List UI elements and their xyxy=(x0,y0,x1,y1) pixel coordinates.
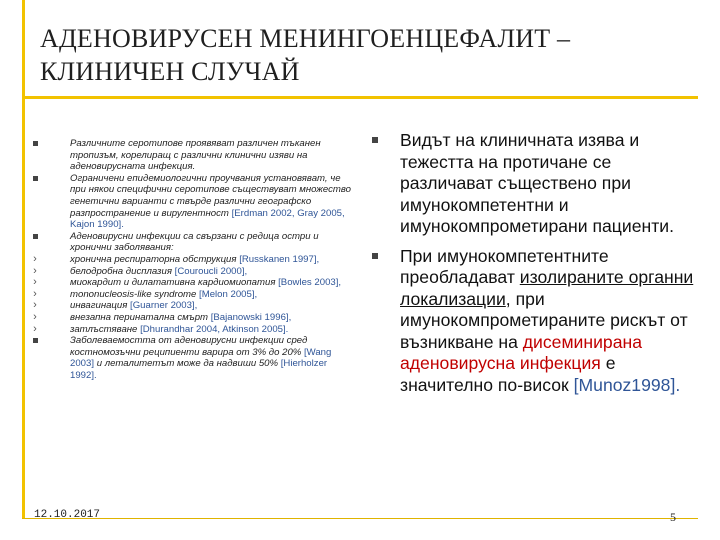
citation: [Erdman 2002, Gray 2005, Kajon 1990]. xyxy=(70,207,345,231)
list-item xyxy=(30,266,356,278)
page-number: 5 xyxy=(670,510,676,524)
list-item-text: инвагинация xyxy=(70,300,128,312)
citation: [Russkanen 1997], xyxy=(239,253,320,265)
slide-title-line2: КЛИНИЧЕН СЛУЧАЙ xyxy=(40,57,300,86)
list-item xyxy=(30,335,356,381)
slide-title xyxy=(40,22,700,88)
square-bullet-icon xyxy=(30,138,40,151)
square-bullet-icon xyxy=(372,253,378,259)
list-item-text-continued: и леталитетът може да надвиши 50% xyxy=(96,358,279,370)
square-bullet-icon xyxy=(372,137,378,143)
list-item xyxy=(30,289,356,301)
list-item xyxy=(30,254,356,266)
highlighted-phrase: дисеминирана аденовирусна инфекция xyxy=(400,331,642,373)
list-item-text: Заболеваемостта от аденовирусни инфекции сред костномозъчни реципиенти варира от 3% до 20% xyxy=(70,335,308,358)
citation: [Dhurandhar 2004, Atkinson 2005]. xyxy=(140,323,289,335)
list-item-text: затлъстяване xyxy=(70,323,138,335)
list-item-text: mononucleosis-like syndrome xyxy=(70,288,197,300)
list-item-text: Видът на клиничната изява и тежестта на протичане се различават съществено при имунокомпетентни и имунокомпрометирани пациенти. xyxy=(400,130,674,236)
list-item xyxy=(30,231,356,254)
list-item-text: При имунокомпетентните преобладават xyxy=(400,245,609,287)
square-bullet-icon xyxy=(30,335,40,348)
list-item-text: внезапна перинатална смърт xyxy=(70,311,209,323)
list-item-text: Различните серотипове проявяват различен тъканен тропизъм, корелиращ с различни клинични изяви на аденовирусната инфекция. xyxy=(70,138,321,173)
citation: [Bowles 2003], xyxy=(278,277,342,289)
list-item xyxy=(372,246,694,397)
square-bullet-icon xyxy=(30,173,40,186)
bottom-divider xyxy=(22,518,698,519)
footer-date: 12.10.2017 xyxy=(34,509,101,521)
list-item-text: миокардит и дилатативна кардиомиопатия xyxy=(70,277,276,289)
citation: [Wang 2003] xyxy=(70,346,332,370)
right-column-list xyxy=(372,130,694,404)
citation: [Couroucli 2000], xyxy=(174,265,248,277)
list-item-text: хронична респираторна обструкция xyxy=(70,253,237,265)
underlined-phrase: изолираните органни локализации xyxy=(400,267,694,309)
list-item xyxy=(30,173,356,231)
citation: [Melon 2005], xyxy=(199,288,258,300)
list-item xyxy=(30,312,356,324)
list-item-text: Аденовирусни инфекции са свързани с редица остри и хронични заболявания: xyxy=(70,230,319,254)
citation: [Munoz1998]. xyxy=(573,374,681,395)
list-item xyxy=(30,324,356,336)
square-bullet-icon xyxy=(30,231,40,244)
citation: [Bajanowski 1996], xyxy=(210,311,292,323)
list-item-text: Ограничени епидемиологични проучвания установяват, че при някои специфични серотипове съществуват множество генетични варианти с твърде различни географско разпространение и вирулентност xyxy=(70,172,351,219)
list-item-text: е значително по-висок xyxy=(400,353,616,395)
left-column-list xyxy=(30,138,356,381)
citation: [Hierholzer 1992]. xyxy=(70,358,328,381)
list-item-text: белодробна дисплазия xyxy=(70,265,172,277)
list-item xyxy=(30,138,356,173)
accent-horizontal-line xyxy=(22,96,698,99)
list-item-text: , при имунокомпрометираните рискът от възникване на xyxy=(400,288,688,352)
slide-title-line1: АДЕНОВИРУСЕН МЕНИНГОЕНЦЕФАЛИТ – xyxy=(40,24,571,53)
list-item xyxy=(30,277,356,289)
list-item xyxy=(30,300,356,312)
accent-vertical-line xyxy=(22,0,25,518)
citation: [Guarner 2003], xyxy=(130,300,198,312)
list-item xyxy=(372,130,694,238)
